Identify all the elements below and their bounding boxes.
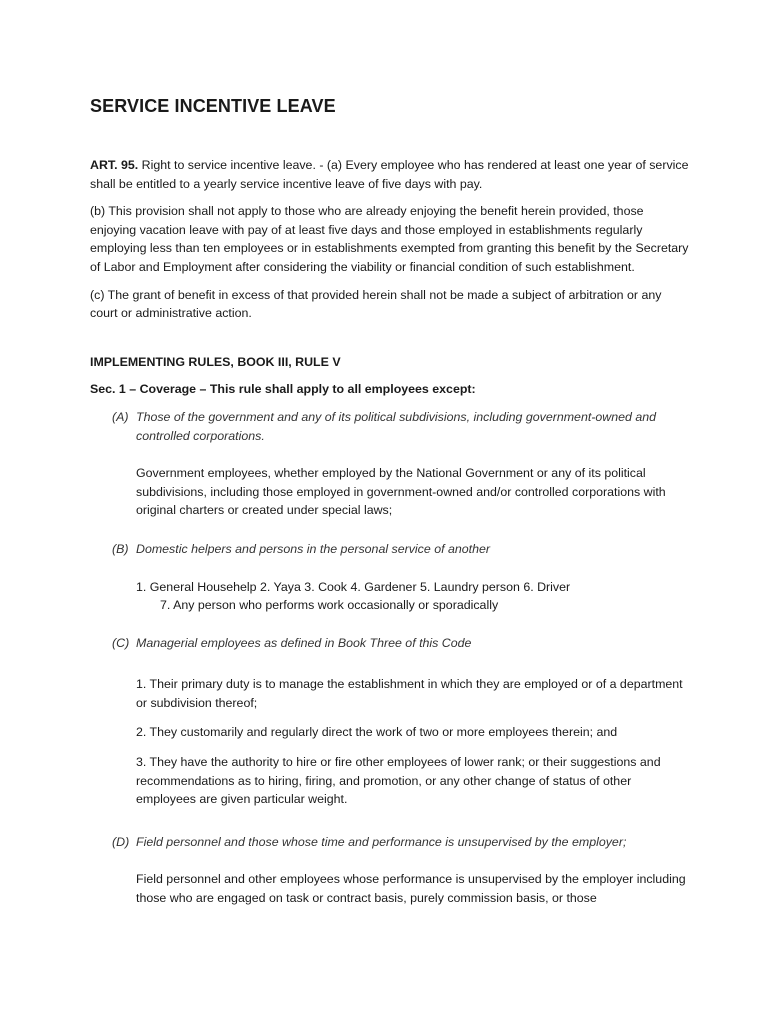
exception-item-b (90, 540, 690, 559)
exception-mark-d: (D) (112, 834, 130, 849)
managerial-criterion-3: 3. They have the authority to hire or fire other employees of lower rank; or their suggestions and recommendations as to hiring, firing, and promotion, or any other change of status of other employees are given particular weight. (136, 755, 661, 807)
exception-text-a: Those of the government and any of its political subdivisions, including government-owned and controlled corporations. (136, 409, 657, 443)
exception-item-a (90, 408, 690, 445)
managerial-criterion-1: 1. Their primary duty is to manage the establishment in which they are employed or of a department or subdivision thereof; (136, 677, 683, 710)
document-body (90, 94, 690, 908)
domestic-helpers-list-line-1: 1. General Househelp 2. Yaya 3. Cook 4. Gardener 5. Laundry person 6. Driver (136, 579, 571, 594)
domestic-helpers-list (90, 578, 690, 615)
exception-item-d (90, 833, 690, 852)
art95-text-a: Right to service incentive leave. - (a) Every employee who has rendered at least one year of service shall be entitled to a yearly service incentive leave of five days with pay. (90, 158, 689, 191)
art95-label: ART. 95. (90, 158, 139, 172)
art95-paragraph-c: (c) The grant of benefit in excess of that provided herein shall not be made a subject of arbitration or any court or administrative action. (90, 287, 662, 321)
field-personnel-paragraph: Field personnel and other employees whose performance is unsupervised by the employer including those who are engaged on task or contract basis, purely commission basis, or those (136, 872, 686, 906)
government-employees-paragraph: Government employees, whether employed by the National Government or any of its political subdivisions, including those employed in government-owned and/or controlled corporations with original charters or created under special laws; (136, 466, 666, 518)
exception-text-b: Domestic helpers and persons in the personal service of another (136, 541, 491, 556)
sec1-coverage (90, 380, 690, 399)
document-title: SERVICE INCENTIVE LEAVE (90, 96, 336, 116)
domestic-helpers-list-line-2: 7. Any person who performs work occasionally or sporadically (160, 598, 499, 613)
implementing-rules-heading: IMPLEMENTING RULES, BOOK III, RULE V (90, 354, 341, 369)
exception-text-c: Managerial employees as defined in Book Three of this Code (136, 635, 472, 650)
exception-item-c (90, 634, 690, 653)
exception-mark-c: (C) (112, 635, 130, 650)
sec1-label: Sec. 1 (90, 382, 126, 397)
exception-mark-a: (A) (112, 409, 129, 424)
exception-text-d: Field personnel and those whose time and performance is unsupervised by the employer; (136, 834, 627, 849)
sec1-text: – Coverage – This rule shall apply to all employees except: (125, 382, 476, 397)
art95-paragraph-a (90, 156, 690, 193)
exception-mark-b: (B) (112, 541, 129, 556)
managerial-criterion-2: 2. They customarily and regularly direct the work of two or more employees therein; and (136, 725, 618, 740)
art95-paragraph-b: (b) This provision shall not apply to those who are already enjoying the benefit herein provided, those enjoying vacation leave with pay of at least five days and those employed in establishments regularly employing less than ten employees or in establishments exempted from granting this benefit by the Secretary of Labor and Employment after considering the viability or financial condition of such establishment. (90, 204, 689, 274)
